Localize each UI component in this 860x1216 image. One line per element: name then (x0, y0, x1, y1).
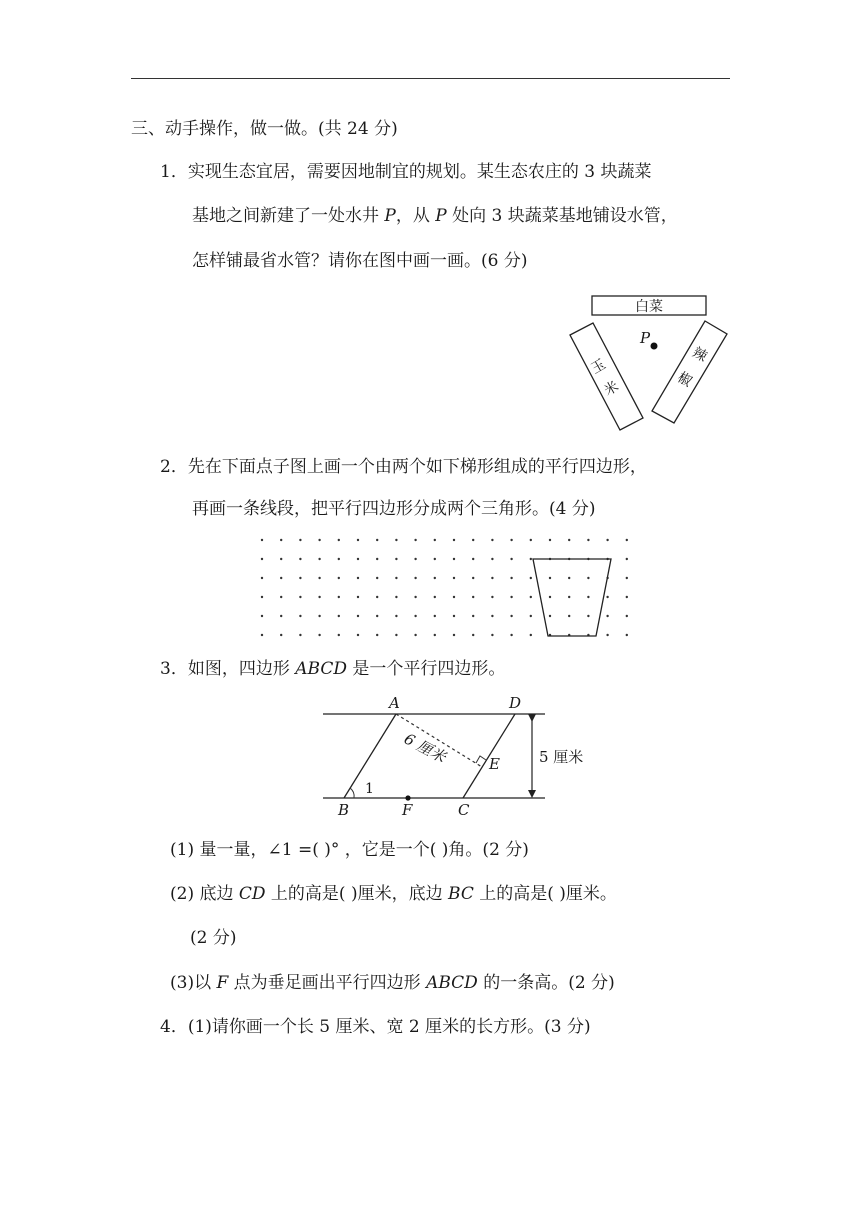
grid-dot (549, 615, 551, 617)
q3-sub2-cd: CD (238, 884, 266, 904)
grid-dot (414, 577, 416, 579)
left-plot-rect (570, 323, 643, 430)
grid-dot (318, 558, 320, 560)
label-D: D (509, 694, 522, 712)
grid-dot (357, 539, 359, 541)
grid-dot (338, 615, 340, 617)
well-point (651, 343, 658, 350)
grid-dot (568, 615, 570, 617)
grid-dot (357, 634, 359, 636)
grid-dot (626, 634, 628, 636)
header-rule (131, 78, 730, 79)
grid-dot (261, 634, 263, 636)
grid-dot (280, 615, 282, 617)
right-plot-rect (652, 321, 727, 423)
grid-dot (626, 539, 628, 541)
q3-sub2 (170, 882, 617, 906)
grid-dot (434, 596, 436, 598)
q3-line1 (160, 657, 505, 681)
q3-figure (315, 692, 585, 822)
q3-sub3 (170, 971, 615, 995)
trapezoid-sample (533, 559, 611, 636)
grid-dot (530, 558, 532, 560)
label-C: C (458, 801, 470, 819)
grid-dot (318, 577, 320, 579)
right-angle-mark (476, 756, 486, 763)
label-B: B (338, 801, 350, 819)
grid-dot (414, 634, 416, 636)
grid-dot (318, 615, 320, 617)
grid-dot (510, 577, 512, 579)
grid-dot (357, 558, 359, 560)
grid-dot (338, 634, 340, 636)
grid-dot (357, 615, 359, 617)
q1-line2-p2: P (435, 206, 447, 226)
label-height-length: 5 厘米 (539, 748, 584, 766)
grid-dot (318, 539, 320, 541)
grid-dot (568, 539, 570, 541)
grid-dot (414, 615, 416, 617)
grid-dot (280, 596, 282, 598)
q3-line1-post: 是一个平行四边形。 (346, 659, 506, 679)
grid-dot (434, 634, 436, 636)
grid-dot (472, 558, 474, 560)
grid-dot (280, 634, 282, 636)
grid-dot (434, 539, 436, 541)
label-AE-length: 6 厘米 (401, 729, 449, 767)
grid-dot (587, 596, 589, 598)
grid-dot (261, 539, 263, 541)
grid-dot (510, 558, 512, 560)
angle-1-arc (350, 788, 354, 798)
grid-dot (530, 539, 532, 541)
grid-dot (395, 615, 397, 617)
grid-dot (626, 558, 628, 560)
grid-dot (434, 558, 436, 560)
grid-dot (414, 596, 416, 598)
grid-dot (376, 596, 378, 598)
grid-dot (261, 596, 263, 598)
q3-sub3-pre: (3)以 (170, 973, 217, 993)
grid-dot (491, 558, 493, 560)
right-plot-char1: 辣 (689, 344, 710, 366)
label-angle-1: 1 (365, 781, 374, 797)
grid-dot (299, 539, 301, 541)
q1-line1: 1．实现生态宜居，需要因地制宜的规划。某生态农庄的 3 块蔬菜 (160, 162, 652, 182)
grid-dot (568, 596, 570, 598)
q1-figure (560, 292, 740, 437)
grid-dot (606, 539, 608, 541)
grid-dot (606, 615, 608, 617)
right-plot-char2: 椒 (674, 369, 695, 391)
grid-dot (338, 596, 340, 598)
grid-dot (414, 539, 416, 541)
q3-sub3-f: F (216, 973, 229, 993)
grid-dot (395, 558, 397, 560)
q2-line1: 2．先在下面点子图上画一个由两个如下梯形组成的平行四边形， (160, 457, 647, 477)
grid-dot (299, 558, 301, 560)
grid-dot (261, 577, 263, 579)
grid-dot (587, 615, 589, 617)
q1-line2 (192, 204, 678, 228)
q3-sub2-cont: (2 分) (190, 928, 237, 948)
grid-dot (280, 558, 282, 560)
grid-dot (453, 558, 455, 560)
q3-sub2-post: 上的高是( )厘米。 (473, 884, 617, 904)
q1-line3: 怎样铺最省水管？请你在图中画一画。(6 分) (192, 251, 528, 271)
grid-dot (338, 558, 340, 560)
grid-dot (453, 596, 455, 598)
grid-dot (280, 577, 282, 579)
grid-dot (434, 615, 436, 617)
q3-sub2-pre: (2) 底边 (170, 884, 239, 904)
grid-dot (587, 577, 589, 579)
grid-dot (376, 615, 378, 617)
grid-dot (395, 634, 397, 636)
grid-dot (491, 615, 493, 617)
q1-line2-mid: ，从 (395, 206, 436, 226)
grid-dot (491, 539, 493, 541)
grid-dot (626, 596, 628, 598)
grid-dot (491, 596, 493, 598)
grid-dot (530, 596, 532, 598)
section-title: 三、动手操作，做一做。(共 24 分) (131, 119, 398, 139)
grid-dot (414, 558, 416, 560)
grid-dot (376, 634, 378, 636)
q3-sub2-mid: 上的高是( )厘米，底边 (265, 884, 449, 904)
grid-dot (472, 539, 474, 541)
grid-dot (530, 634, 532, 636)
grid-dot (472, 577, 474, 579)
label-F: F (402, 801, 413, 819)
grid-dot (338, 539, 340, 541)
grid-dot (261, 558, 263, 560)
grid-dot (472, 615, 474, 617)
well-label: P (640, 329, 651, 347)
left-plot-char2: 米 (601, 378, 622, 400)
grid-dot (510, 596, 512, 598)
grid-dot (626, 577, 628, 579)
q2-line2: 再画一条线段，把平行四边形分成两个三角形。(4 分) (192, 499, 596, 519)
grid-dot (357, 577, 359, 579)
grid-dot (472, 596, 474, 598)
grid-dot (434, 577, 436, 579)
grid-dot (261, 615, 263, 617)
grid-dot (626, 615, 628, 617)
top-plot-label: 白菜 (635, 299, 663, 315)
dot-grid (250, 530, 650, 645)
grid-dot (280, 539, 282, 541)
grid-dot (453, 539, 455, 541)
grid-dot (453, 615, 455, 617)
grid-dot (549, 539, 551, 541)
q1-line2-pre: 基地之间新建了一处水井 (192, 206, 385, 226)
grid-dot (491, 577, 493, 579)
q3-sub2-bc: BC (448, 884, 474, 904)
q3-sub3-abcd: ABCD (426, 973, 478, 993)
label-A: A (389, 694, 400, 712)
grid-dot (376, 577, 378, 579)
grid-dot (299, 596, 301, 598)
q1-line2-post: 处向 3 块蔬菜基地铺设水管， (446, 206, 678, 226)
grid-dot (395, 577, 397, 579)
grid-dot (606, 634, 608, 636)
grid-dot (549, 596, 551, 598)
label-E: E (489, 755, 500, 773)
grid-dot (568, 577, 570, 579)
grid-dot (395, 596, 397, 598)
grid-dot (530, 615, 532, 617)
grid-dot (395, 539, 397, 541)
grid-dot (491, 634, 493, 636)
q3-sub3-post: 的一条高。(2 分) (477, 973, 615, 993)
grid-dot (376, 558, 378, 560)
grid-dot (299, 634, 301, 636)
q4-line1: 4．(1)请你画一个长 5 厘米、宽 2 厘米的长方形。(3 分) (160, 1017, 591, 1037)
grid-dot (606, 596, 608, 598)
grid-dot (587, 539, 589, 541)
grid-dot (299, 577, 301, 579)
grid-dot (453, 634, 455, 636)
q3-sub3-mid: 点为垂足画出平行四边形 (228, 973, 427, 993)
grid-dot (338, 577, 340, 579)
grid-dot (357, 596, 359, 598)
grid-dot (510, 634, 512, 636)
left-plot-char1: 玉 (588, 356, 609, 378)
grid-dot (510, 539, 512, 541)
grid-dot (510, 615, 512, 617)
grid-dot (318, 596, 320, 598)
grid-dot (530, 577, 532, 579)
q3-line1-pre: 3．如图，四边形 (160, 659, 296, 679)
grid-dot (299, 615, 301, 617)
grid-dot (453, 577, 455, 579)
point-F (405, 795, 410, 800)
grid-dot (376, 539, 378, 541)
q3-sub1: (1) 量一量，∠1 =( )° ，它是一个( )角。(2 分) (170, 840, 529, 860)
grid-dot (318, 634, 320, 636)
grid-dot (472, 634, 474, 636)
grid-dot (549, 577, 551, 579)
q1-line2-p1: P (384, 206, 396, 226)
q3-line1-abcd: ABCD (295, 659, 347, 679)
